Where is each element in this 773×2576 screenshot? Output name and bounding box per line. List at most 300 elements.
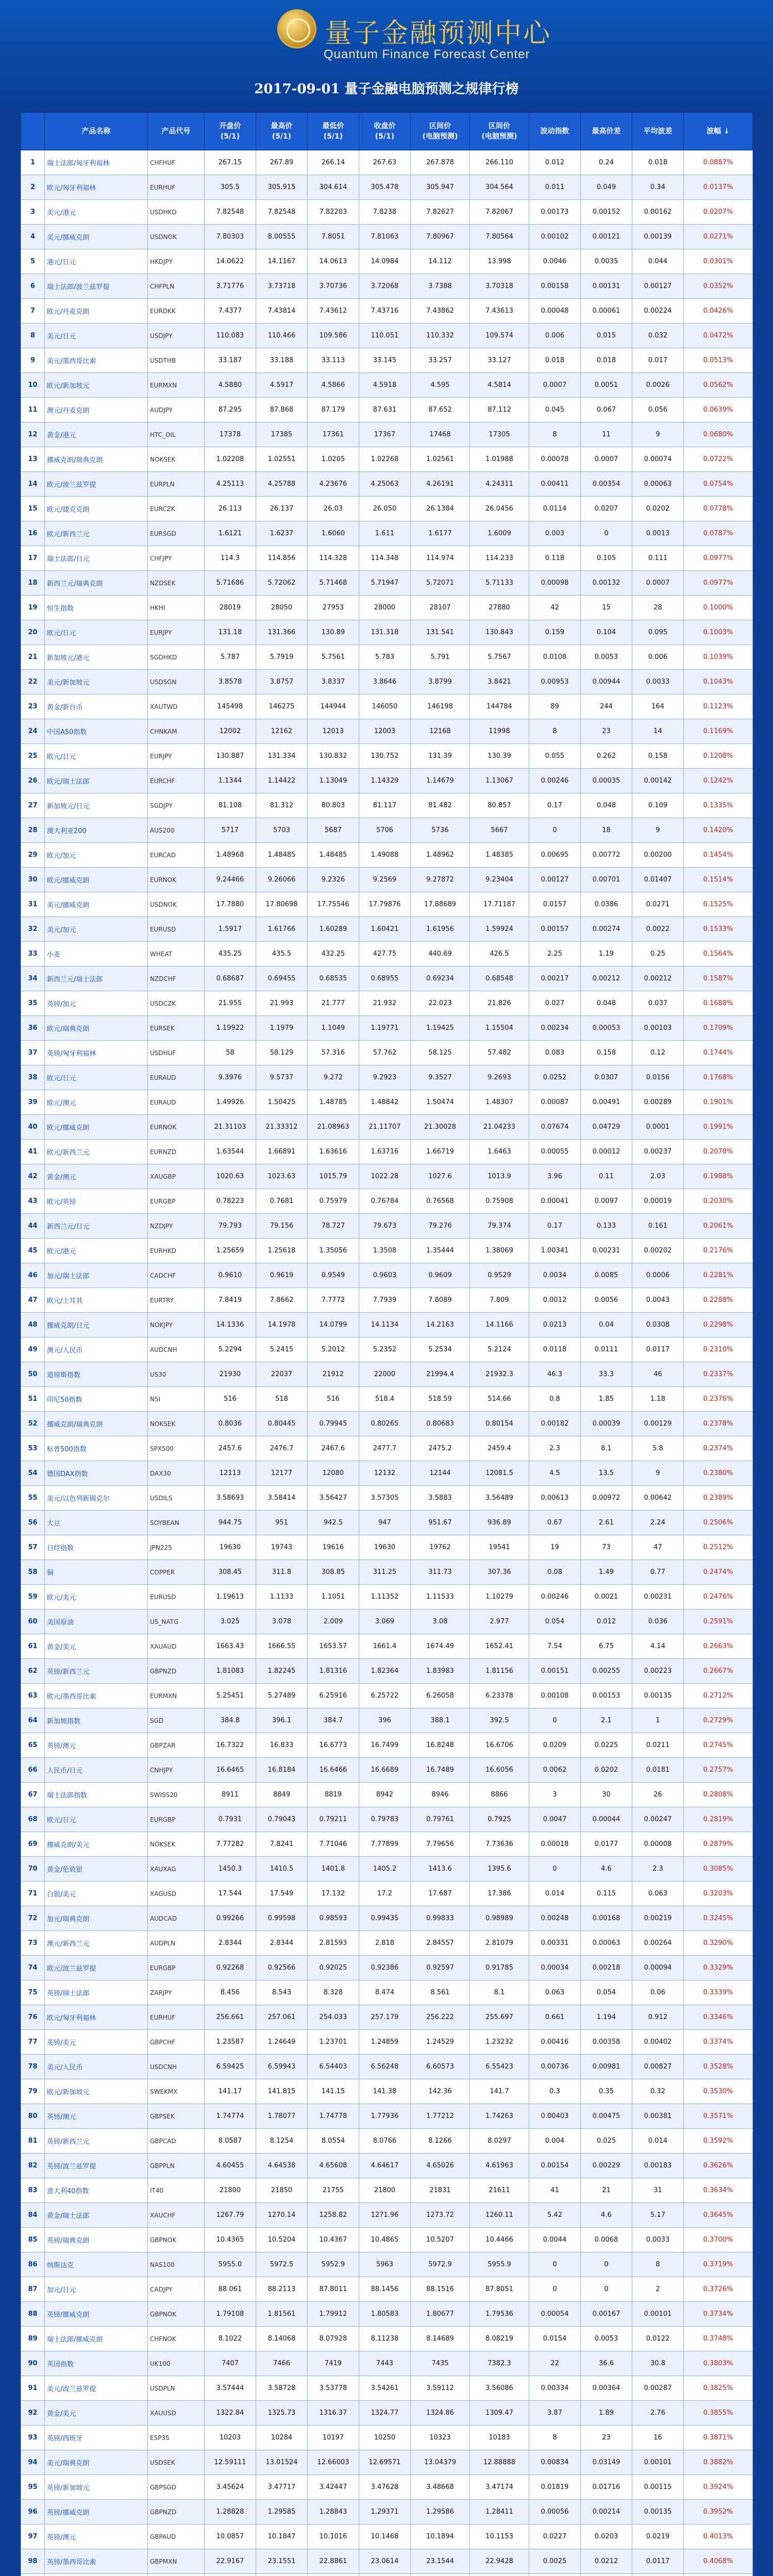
table-cell: XAUGBP <box>148 1164 205 1189</box>
table-cell: 0.0472% <box>684 324 753 348</box>
table-cell: 英镑/新加坡元 <box>45 2475 148 2500</box>
table-cell: 0.0181 <box>632 1758 684 1783</box>
table-cell: 加元/瑞士法郎 <box>45 1263 148 1288</box>
table-cell: 0.00944 <box>581 670 632 694</box>
table-cell: 0.105 <box>581 546 632 571</box>
table-cell: 17361 <box>308 422 359 447</box>
table-cell: USDPLN <box>148 2376 205 2401</box>
table-cell: 0.00834 <box>529 2450 581 2475</box>
table-cell: 15 <box>21 497 45 521</box>
table-cell: 26.0456 <box>470 497 529 521</box>
table-cell: 30 <box>21 868 45 892</box>
table-cell: 23.1544 <box>411 2549 470 2574</box>
table-cell: 38 <box>21 1065 45 1090</box>
table-cell: 0.2729% <box>684 1708 753 1733</box>
table-row <box>21 2178 753 2203</box>
table-cell: 11998 <box>470 719 529 744</box>
table-cell: 8.0587 <box>205 2129 256 2154</box>
table-cell: 2.1 <box>581 1708 632 1733</box>
table-cell: 21.955 <box>205 991 256 1016</box>
table-cell: 9.2326 <box>308 868 359 892</box>
table-cell: 0.3924% <box>684 2475 753 2500</box>
table-cell: 0.8 <box>529 1387 581 1412</box>
table-cell: 0.00154 <box>529 2154 581 2178</box>
table-cell: 0.083 <box>529 1041 581 1065</box>
table-cell: 0.056 <box>632 398 684 422</box>
table-cell: 5.2534 <box>411 1337 470 1362</box>
table-cell: 3.72068 <box>359 274 411 299</box>
table-cell: 8 <box>529 719 581 744</box>
table-cell: 33.127 <box>470 348 529 373</box>
table-cell: 0.69455 <box>256 967 308 991</box>
table-cell: 7.79656 <box>411 1832 470 1857</box>
table-cell: 6 <box>21 274 45 299</box>
table-cell: 9.23404 <box>470 868 529 892</box>
table-cell: 0.912 <box>632 2005 684 2030</box>
table-cell: 0.3346% <box>684 2005 753 2030</box>
table-cell: 0.1420% <box>684 818 753 843</box>
table-cell: 12003 <box>359 719 411 744</box>
table-row <box>21 2129 753 2154</box>
table-cell: 1.61766 <box>256 917 308 942</box>
table-cell: 27880 <box>470 596 529 620</box>
table-cell: 0.00061 <box>581 299 632 324</box>
table-row <box>21 2500 753 2524</box>
table-cell: 0.1991% <box>684 1115 753 1140</box>
table-cell: EURCAD <box>148 843 205 868</box>
table-cell: 0.0271 <box>632 892 684 917</box>
table-cell <box>684 2574 753 2576</box>
table-cell: 1.60289 <box>308 917 359 942</box>
table-cell: 0.2591% <box>684 1609 753 1634</box>
table-cell: 0.3825% <box>684 2376 753 2401</box>
table-cell: 7.73636 <box>470 1832 529 1857</box>
table-cell: 57.482 <box>470 1041 529 1065</box>
table-cell: 5717 <box>205 818 256 843</box>
table-cell: 0.0207 <box>581 497 632 521</box>
table-cell: 1.48842 <box>359 1090 411 1115</box>
table-cell: 12 <box>21 422 45 447</box>
table-row <box>21 1090 753 1115</box>
table-cell: 1.14422 <box>256 769 308 793</box>
table-cell: 56 <box>21 1511 45 1535</box>
table-cell: 0.35 <box>581 2079 632 2104</box>
table-row <box>21 1906 753 1931</box>
table-cell: 257.179 <box>359 2005 411 2030</box>
table-cell: 14.0799 <box>308 1313 359 1337</box>
table-cell: 51 <box>21 1387 45 1412</box>
table-cell: 12081.5 <box>470 1461 529 1486</box>
table-cell: 25 <box>21 744 45 769</box>
table-cell: 1.19922 <box>205 1016 256 1041</box>
table-cell: 9.27872 <box>411 868 470 892</box>
table-cell: 26 <box>632 1783 684 1807</box>
table-cell: 50 <box>21 1362 45 1387</box>
table-cell: 47 <box>632 1535 684 1560</box>
table-row <box>21 521 753 546</box>
table-cell: 17.71187 <box>470 892 529 917</box>
table-cell: 0.1454% <box>684 843 753 868</box>
table-cell: 17.7880 <box>205 892 256 917</box>
table-cell: 110.332 <box>411 324 470 348</box>
table-cell: 1.81083 <box>205 1659 256 1684</box>
table-cell: 23 <box>21 694 45 719</box>
table-cell: 19630 <box>359 1535 411 1560</box>
table-cell: NZDCHF <box>148 967 205 991</box>
table-row <box>21 2055 753 2079</box>
table-cell: 0.00231 <box>581 1239 632 1263</box>
table-cell: 1.49088 <box>359 843 411 868</box>
table-cell: 0.054 <box>529 1609 581 1634</box>
table-cell: 5.791 <box>411 645 470 670</box>
table-cell: 0.00087 <box>529 1090 581 1115</box>
table-cell: 0.00231 <box>632 1585 684 1609</box>
table-cell: 13 <box>21 447 45 472</box>
table-row <box>21 1486 753 1511</box>
table-cell: 68 <box>21 1807 45 1832</box>
table-row <box>21 1362 753 1387</box>
table-cell: 308.85 <box>308 1560 359 1585</box>
table-cell: 0.2512% <box>684 1535 753 1560</box>
table-cell: 瑞士法郎/波兰兹罗提 <box>45 274 148 299</box>
table-cell: 1.80677 <box>411 2302 470 2327</box>
table-cell: 0.027 <box>529 991 581 1016</box>
table-cell: 0.77 <box>632 1560 684 1585</box>
table-cell: 7.80967 <box>411 225 470 249</box>
table-cell: 19616 <box>308 1535 359 1560</box>
table-cell: 0.00218 <box>581 1956 632 1980</box>
table-cell: 0.04 <box>581 1313 632 1337</box>
table-cell <box>205 2574 256 2576</box>
table-cell: 8.1254 <box>256 2129 308 2154</box>
table-row <box>21 150 753 175</box>
table-cell: 89 <box>529 694 581 719</box>
table-cell: 欧元/新加坡元 <box>45 373 148 398</box>
table-cell: 42 <box>21 1164 45 1189</box>
table-cell: 0.1988% <box>684 1164 753 1189</box>
table-cell: 港元/日元 <box>45 249 148 274</box>
table-cell: 16.7499 <box>359 1733 411 1758</box>
table-cell: 1.81561 <box>256 2302 308 2327</box>
table-cell: 5.27489 <box>256 1684 308 1708</box>
table-cell: 14.0622 <box>205 249 256 274</box>
table-cell: 0.2663% <box>684 1634 753 1659</box>
table-cell: 0.0787% <box>684 521 753 546</box>
table-cell: 0.2506% <box>684 1511 753 1535</box>
table-cell: 0.2808% <box>684 1783 753 1807</box>
table-cell: 1.35444 <box>411 1239 470 1263</box>
table-cell: 26.137 <box>256 497 308 521</box>
table-cell: 欧元/日元 <box>45 1065 148 1090</box>
table-cell: 0.9549 <box>308 1263 359 1288</box>
table-cell: 10323 <box>411 2426 470 2450</box>
table-cell: 12.69571 <box>359 2450 411 2475</box>
table-cell: 0.1000% <box>684 596 753 620</box>
table-cell: 1450.3 <box>205 1857 256 1882</box>
table-cell: 21.932 <box>359 991 411 1016</box>
table-cell: 0.12 <box>632 1041 684 1065</box>
table-cell: 0.1901% <box>684 1090 753 1115</box>
table-cell: 21800 <box>205 2178 256 2203</box>
table-cell: 0.00101 <box>632 2450 684 2475</box>
table-cell: 14 <box>21 472 45 497</box>
table-cell: 澳元/丹麦克朗 <box>45 398 148 422</box>
table-cell: 41 <box>21 1140 45 1164</box>
table-row <box>21 769 753 793</box>
table-cell: 0.017 <box>632 348 684 373</box>
table-cell: 26.050 <box>359 497 411 521</box>
table-cell: 5.7919 <box>256 645 308 670</box>
table-row <box>21 472 753 497</box>
table-cell: 0.00402 <box>632 2030 684 2055</box>
table-cell: US30 <box>148 1362 205 1387</box>
table-cell: DAX30 <box>148 1461 205 1486</box>
table-cell: 1.50425 <box>256 1090 308 1115</box>
table-cell: 435.25 <box>205 942 256 967</box>
table-cell: 130.843 <box>470 620 529 645</box>
table-cell: 8.328 <box>308 1980 359 2005</box>
table-cell <box>581 2574 632 2576</box>
table-cell: 美元/以色列新锡克尔 <box>45 1486 148 1511</box>
table-cell: 267.89 <box>256 150 308 175</box>
table-cell <box>359 2574 411 2576</box>
table-cell: 0.0271% <box>684 225 753 249</box>
table-cell: 10250 <box>359 2426 411 2450</box>
table-cell: 3 <box>529 1783 581 1807</box>
table-cell: 54 <box>21 1461 45 1486</box>
table-cell: 19 <box>529 1535 581 1560</box>
table-cell: 1020.63 <box>205 1164 256 1189</box>
table-cell: 1.11352 <box>359 1585 411 1609</box>
table-cell: 0.0219 <box>632 2524 684 2549</box>
table-cell: 新西兰元/日元 <box>45 1214 148 1239</box>
table-cell: 7.43814 <box>256 299 308 324</box>
table-cell: 0.78223 <box>205 1189 256 1214</box>
table-cell: 305.915 <box>256 175 308 200</box>
table-cell: 挪威克朗/瑞典克朗 <box>45 1412 148 1436</box>
table-cell: 87.8051 <box>470 2277 529 2302</box>
table-cell: 1.78077 <box>256 2104 308 2129</box>
table-cell: 74 <box>21 1956 45 1980</box>
table-cell: 0.00048 <box>529 299 581 324</box>
table-cell: 英镑/波兰兹罗提 <box>45 2154 148 2178</box>
table-cell: 0.00168 <box>581 1906 632 1931</box>
table-cell: 2.977 <box>470 1609 529 1634</box>
table-cell: 标普500指数 <box>45 1436 148 1461</box>
table-cell: 0.2376% <box>684 1387 753 1412</box>
table-cell: 146198 <box>411 694 470 719</box>
table-cell: 4.6 <box>581 1857 632 1882</box>
table-row <box>21 497 753 521</box>
table-cell: 0.018 <box>581 348 632 373</box>
table-cell: 黄金/澳元 <box>45 1164 148 1189</box>
table-cell: 0.00132 <box>581 571 632 596</box>
table-cell: 0.3626% <box>684 2154 753 2178</box>
table-cell: 0.00108 <box>529 1684 581 1708</box>
table-cell: 0.018 <box>632 150 684 175</box>
table-cell: 10.4367 <box>308 2228 359 2252</box>
table-cell: 0.68955 <box>359 967 411 991</box>
table-cell: 10.1894 <box>411 2524 470 2549</box>
table-cell: 5.2012 <box>308 1337 359 1362</box>
table-cell: 4.5866 <box>308 373 359 398</box>
table-cell: 0 <box>529 818 581 843</box>
table-row <box>21 1783 753 1807</box>
table-cell: GBPSGD <box>148 2475 205 2500</box>
table-cell: CHFHUF <box>148 150 205 175</box>
table-cell: 1.6121 <box>205 521 256 546</box>
table-cell: 1.14329 <box>359 769 411 793</box>
table-cell: 12177 <box>256 1461 308 1486</box>
table-cell: 88.2113 <box>256 2277 308 2302</box>
table-cell: AUDJPY <box>148 398 205 422</box>
table-cell: 72 <box>21 1906 45 1931</box>
table-cell: 澳元/人民币 <box>45 1337 148 1362</box>
table-cell: 21611 <box>470 2178 529 2203</box>
table-cell: 7.8051 <box>308 225 359 249</box>
table-cell: 6.25916 <box>308 1684 359 1708</box>
table-row <box>21 1832 753 1857</box>
table-cell: 欧元/瑞典克朗 <box>45 1016 148 1041</box>
table-row <box>21 1288 753 1313</box>
table-row <box>21 1140 753 1164</box>
table-cell: 21.33312 <box>256 1115 308 1140</box>
table-cell: 0.037 <box>632 991 684 1016</box>
table-cell: 7.82627 <box>411 200 470 225</box>
table-cell: 0.00255 <box>581 1659 632 1684</box>
table-cell: 1.61956 <box>411 917 470 942</box>
table-cell: 美元/日元 <box>45 324 148 348</box>
table-cell: 16.7322 <box>205 1733 256 1758</box>
table-cell: 0.00153 <box>581 1684 632 1708</box>
table-cell: 0.00152 <box>581 200 632 225</box>
table-cell: 7419 <box>308 2351 359 2376</box>
table-cell: 0.00248 <box>529 1906 581 1931</box>
table-cell: 19762 <box>411 1535 470 1560</box>
table-row <box>21 2104 753 2129</box>
table-cell: 114.974 <box>411 546 470 571</box>
table-cell: 0.0722% <box>684 447 753 472</box>
table-cell: 17.132 <box>308 1882 359 1906</box>
table-cell: 3.70736 <box>308 274 359 299</box>
table-cell: 0.0043 <box>632 1288 684 1313</box>
table-row <box>21 1684 753 1708</box>
table-cell: 59 <box>21 1585 45 1609</box>
table-cell: 铜 <box>45 1560 148 1585</box>
table-cell: N5I <box>148 1387 205 1412</box>
table-cell: 3.8757 <box>256 670 308 694</box>
table-cell: 267.15 <box>205 150 256 175</box>
table-cell: 1395.6 <box>470 1857 529 1882</box>
table-cell: 7.82203 <box>308 200 359 225</box>
table-cell: 17367 <box>359 422 411 447</box>
table-cell: 7466 <box>256 2351 308 2376</box>
table-cell: 欧元/澳元 <box>45 1090 148 1115</box>
table-cell: 0.80683 <box>411 1412 470 1436</box>
table-cell: 0.00078 <box>529 447 581 472</box>
table-cell: 0.0025 <box>529 2549 581 2574</box>
table-cell: 0.0062 <box>529 1758 581 1783</box>
table-cell: GBPSEK <box>148 2104 205 2129</box>
table-cell: 14.2163 <box>411 1313 470 1337</box>
table-cell: 518.59 <box>411 1387 470 1412</box>
table-cell: 45 <box>21 1239 45 1263</box>
table-cell: NOKSEK <box>148 1832 205 1857</box>
table-cell: 64 <box>21 1708 45 1733</box>
table-cell: 0.00613 <box>529 1486 581 1511</box>
table-cell: 0.0033 <box>632 2228 684 2252</box>
table-cell: 恒生指数 <box>45 596 148 620</box>
table-cell: 426.5 <box>470 942 529 967</box>
table-cell: 5.783 <box>359 645 411 670</box>
table-cell: 1273.72 <box>411 2203 470 2228</box>
table-cell: 0.3952% <box>684 2500 753 2524</box>
table-cell: 0.2757% <box>684 1758 753 1783</box>
table-cell: 0.0202 <box>632 497 684 521</box>
table-cell: 2.8344 <box>205 1931 256 1956</box>
table-cell: 3.42447 <box>308 2475 359 2500</box>
table-row <box>21 1882 753 1906</box>
table-cell: 8 <box>529 2426 581 2450</box>
table-cell: 90 <box>21 2351 45 2376</box>
table-cell: 0.0203 <box>581 2524 632 2549</box>
table-cell: 31 <box>632 2178 684 2203</box>
table-row <box>21 2277 753 2302</box>
table-cell: 12013 <box>308 719 359 744</box>
table-cell: 0.06 <box>632 1980 684 2005</box>
table-cell: 16.8248 <box>411 1733 470 1758</box>
table-cell: 0.00246 <box>529 1585 581 1609</box>
table-cell: 0.109 <box>632 793 684 818</box>
table-cell: 0.0007 <box>632 571 684 596</box>
table-cell: 欧元/加元 <box>45 843 148 868</box>
table-cell: 0.3634% <box>684 2178 753 2203</box>
table-cell: 79.374 <box>470 1214 529 1239</box>
table-cell: 28107 <box>411 596 470 620</box>
table-cell: 0.045 <box>529 398 581 422</box>
table-cell: 0.80445 <box>256 1412 308 1436</box>
table-cell: 18 <box>21 571 45 596</box>
table-cell: 0.79945 <box>308 1412 359 1436</box>
table-cell: 48 <box>21 1313 45 1337</box>
table-cell: 13.01524 <box>256 2450 308 2475</box>
table-cell: 0.80154 <box>470 1412 529 1436</box>
table-cell: 0.00041 <box>529 1189 581 1214</box>
table-cell: 256.661 <box>205 2005 256 2030</box>
table-cell: 0.012 <box>581 1609 632 1634</box>
table-cell: 28019 <box>205 596 256 620</box>
table-cell: 0.00035 <box>581 769 632 793</box>
table-cell: 0.00364 <box>581 2376 632 2401</box>
table-cell: 0.048 <box>581 991 632 1016</box>
table-cell: 427.75 <box>359 942 411 967</box>
table-cell: 0.0085 <box>581 1263 632 1288</box>
table-cell: 1270.14 <box>256 2203 308 2228</box>
table-cell: 英镑/新西兰元 <box>45 2129 148 2154</box>
table-cell: 8.0297 <box>470 2129 529 2154</box>
column-header: 收盘价 (5/1) <box>359 113 411 150</box>
table-row <box>21 694 753 719</box>
table-cell: 22037 <box>256 1362 308 1387</box>
table-cell: 0.0680% <box>684 422 753 447</box>
table-cell: 2.81079 <box>470 1931 529 1956</box>
table-row <box>21 2574 753 2576</box>
table-row <box>21 225 753 249</box>
table-cell: 0.0202 <box>581 1758 632 1783</box>
table-row <box>21 719 753 744</box>
table-cell: 1.49 <box>581 1560 632 1585</box>
table-cell: 3.96 <box>529 1164 581 1189</box>
